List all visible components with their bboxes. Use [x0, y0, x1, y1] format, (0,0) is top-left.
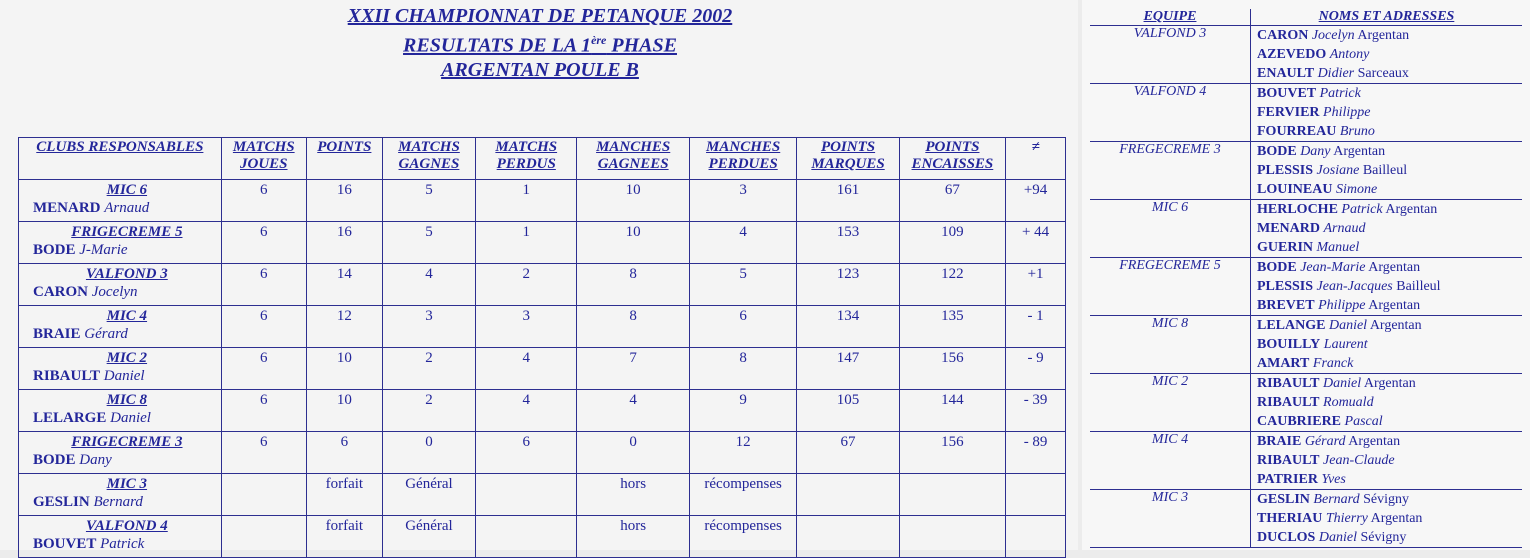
- member-first-name: Romuald: [1323, 395, 1374, 410]
- list-item: [1090, 142, 1522, 200]
- stat-cell: 10: [577, 222, 690, 264]
- stat-cell: 6: [221, 390, 306, 432]
- list-item: [1090, 316, 1522, 374]
- stat-cell: 2: [382, 390, 475, 432]
- results-header-row: [19, 138, 1066, 180]
- stat-cell: 123: [797, 264, 899, 306]
- stat-cell: forfait: [306, 516, 382, 558]
- responsable-last-name: BOUVET: [33, 536, 97, 552]
- list-item: [1090, 84, 1522, 142]
- stat-cell: 0: [382, 432, 475, 474]
- member-last-name: BODE: [1257, 144, 1297, 159]
- stat-cell: 156: [899, 432, 1005, 474]
- team-name: MIC 8: [1090, 316, 1251, 374]
- member-last-name: BOUILLY: [1257, 337, 1321, 352]
- club-name: MIC 6: [106, 182, 148, 198]
- responsable-last-name: BODE: [33, 242, 76, 258]
- member: [1257, 45, 1522, 64]
- member: [1257, 412, 1522, 431]
- stat-cell: 16: [306, 222, 382, 264]
- member-last-name: RIBAULT: [1257, 453, 1320, 468]
- title-line-2-text: RESULTATS DE LA 1: [403, 34, 592, 57]
- stat-cell: 4: [476, 390, 577, 432]
- header-matchs-joues: MATCHS JOUES: [221, 138, 306, 180]
- stat-cell: 3: [689, 180, 796, 222]
- member-first-name: Laurent: [1323, 337, 1368, 352]
- team-members: [1251, 142, 1523, 200]
- stat-cell: [1006, 516, 1066, 558]
- member-first-name: Manuel: [1316, 240, 1360, 255]
- club-cell: [19, 264, 222, 306]
- member: [1257, 103, 1522, 122]
- stat-cell: 122: [899, 264, 1005, 306]
- stat-cell: 2: [382, 348, 475, 390]
- member: [1257, 393, 1522, 412]
- member-last-name: AMART: [1257, 356, 1310, 371]
- stat-cell: 12: [306, 306, 382, 348]
- member-last-name: CARON: [1257, 28, 1309, 43]
- member: [1257, 84, 1522, 103]
- team-name: MIC 2: [1090, 374, 1251, 432]
- team-name: MIC 3: [1090, 490, 1251, 548]
- member: [1257, 122, 1522, 141]
- header-noms-adresses: NOMS ET ADRESSES: [1251, 9, 1523, 26]
- club-responsable: [33, 241, 221, 259]
- club-responsable: [33, 451, 221, 469]
- member-town: Bailleul: [1362, 163, 1408, 178]
- stat-cell: 134: [797, 306, 899, 348]
- member-town: Argentan: [1369, 318, 1422, 333]
- club-name: MIC 3: [106, 476, 148, 492]
- stat-cell: 3: [476, 306, 577, 348]
- table-row: [19, 390, 1066, 432]
- stat-cell: 156: [899, 348, 1005, 390]
- table-row: [19, 180, 1066, 222]
- header-points: POINTS: [306, 138, 382, 180]
- header-matchs-gagnes: MATCHS GAGNES: [382, 138, 475, 180]
- member: [1257, 200, 1522, 219]
- stat-cell: [476, 474, 577, 516]
- stat-cell: 12: [689, 432, 796, 474]
- club-name: FRIGECREME 5: [71, 224, 183, 240]
- member-first-name: Thierry: [1325, 511, 1368, 526]
- stat-cell: récompenses: [689, 474, 796, 516]
- responsable-first-name: Daniel: [110, 410, 151, 426]
- member-first-name: Pascal: [1344, 414, 1383, 429]
- list-item: [1090, 200, 1522, 258]
- stat-cell: [221, 474, 306, 516]
- stat-cell: 4: [577, 390, 690, 432]
- stat-cell: 5: [382, 180, 475, 222]
- club-responsable: [33, 283, 221, 301]
- club-responsable: [33, 535, 221, 553]
- team-name: VALFOND 3: [1090, 26, 1251, 84]
- document-title: [280, 4, 800, 82]
- stat-cell: 6: [689, 306, 796, 348]
- member-last-name: LELANGE: [1257, 318, 1326, 333]
- responsable-last-name: LELARGE: [33, 410, 107, 426]
- member: [1257, 335, 1522, 354]
- stat-cell: 14: [306, 264, 382, 306]
- header-manches-perdues: MANCHES PERDUES: [689, 138, 796, 180]
- header-difference: ≠: [1006, 138, 1066, 180]
- team-members: [1251, 490, 1523, 548]
- stat-cell: 105: [797, 390, 899, 432]
- member: [1257, 238, 1522, 257]
- club-cell: [19, 432, 222, 474]
- responsable-first-name: Arnaud: [104, 200, 150, 216]
- stat-cell: [797, 474, 899, 516]
- stat-cell: 4: [476, 348, 577, 390]
- responsable-last-name: BODE: [33, 452, 76, 468]
- stat-cell: 147: [797, 348, 899, 390]
- team-members: [1251, 374, 1523, 432]
- club-name: VALFOND 4: [85, 518, 168, 534]
- club-cell: [19, 222, 222, 264]
- table-row: [19, 474, 1066, 516]
- member: [1257, 180, 1522, 199]
- list-item: [1090, 26, 1522, 84]
- member-town: Sévigny: [1360, 530, 1407, 545]
- member-first-name: Patrick: [1319, 86, 1361, 101]
- member-first-name: Jean-Claude: [1323, 453, 1395, 468]
- club-cell: [19, 180, 222, 222]
- stat-cell: 8: [577, 306, 690, 348]
- team-members: [1251, 258, 1523, 316]
- stat-cell: 109: [899, 222, 1005, 264]
- member: [1257, 354, 1522, 373]
- member-last-name: HERLOCHE: [1257, 202, 1338, 217]
- stat-cell: [899, 516, 1005, 558]
- responsable-first-name: Patrick: [100, 536, 145, 552]
- member-last-name: PLESSIS: [1257, 279, 1314, 294]
- stat-cell: 1: [476, 222, 577, 264]
- table-row: [19, 264, 1066, 306]
- stat-cell: [899, 474, 1005, 516]
- club-name: MIC 8: [106, 392, 148, 408]
- member-last-name: GUERIN: [1257, 240, 1314, 255]
- stat-cell: 6: [221, 264, 306, 306]
- member-first-name: Bruno: [1339, 124, 1375, 139]
- member-town: Argentan: [1385, 202, 1438, 217]
- stat-cell: 0: [577, 432, 690, 474]
- member-first-name: Antony: [1329, 47, 1370, 62]
- team-members: [1251, 432, 1523, 490]
- member-town: Sarceaux: [1357, 66, 1409, 81]
- stat-cell: Général: [382, 516, 475, 558]
- member: [1257, 258, 1522, 277]
- stat-cell: 161: [797, 180, 899, 222]
- member-last-name: AZEVEDO: [1257, 47, 1327, 62]
- stat-cell: 16: [306, 180, 382, 222]
- title-line-2-suffix: PHASE: [606, 34, 677, 57]
- responsable-first-name: Gérard: [84, 326, 128, 342]
- club-cell: [19, 348, 222, 390]
- member: [1257, 490, 1522, 509]
- member-last-name: CAUBRIERE: [1257, 414, 1342, 429]
- stat-cell: 5: [689, 264, 796, 306]
- responsable-last-name: GESLIN: [33, 494, 90, 510]
- member-first-name: Bernard: [1313, 492, 1360, 507]
- member-first-name: Yves: [1321, 472, 1346, 487]
- teams-body: [1090, 26, 1522, 548]
- stat-cell: 5: [382, 222, 475, 264]
- team-name: FREGECREME 3: [1090, 142, 1251, 200]
- member-last-name: PLESSIS: [1257, 163, 1314, 178]
- member-last-name: BREVET: [1257, 298, 1315, 313]
- team-name: MIC 6: [1090, 200, 1251, 258]
- team-members: [1251, 316, 1523, 374]
- member-first-name: Jean-Jacques: [1316, 279, 1393, 294]
- member-first-name: Jean-Marie: [1300, 260, 1366, 275]
- stat-cell: +94: [1006, 180, 1066, 222]
- member: [1257, 509, 1522, 528]
- member: [1257, 26, 1522, 45]
- club-cell: [19, 306, 222, 348]
- stat-cell: 6: [221, 432, 306, 474]
- stat-cell: 8: [577, 264, 690, 306]
- header-points-marques: POINTS MARQUES: [797, 138, 899, 180]
- club-cell: [19, 516, 222, 558]
- club-responsable: [33, 199, 221, 217]
- club-responsable: [33, 367, 221, 385]
- table-row: [19, 348, 1066, 390]
- member-town: Sévigny: [1363, 492, 1409, 507]
- member: [1257, 64, 1522, 83]
- stat-cell: 6: [221, 180, 306, 222]
- list-item: [1090, 490, 1522, 548]
- team-name: VALFOND 4: [1090, 84, 1251, 142]
- stat-cell: 67: [899, 180, 1005, 222]
- club-cell: [19, 474, 222, 516]
- member-first-name: Simone: [1335, 182, 1378, 197]
- team-members: [1251, 200, 1523, 258]
- header-clubs: CLUBS RESPONSABLES: [19, 138, 222, 180]
- stat-cell: 1: [476, 180, 577, 222]
- responsable-first-name: J-Marie: [79, 242, 128, 258]
- stat-cell: 9: [689, 390, 796, 432]
- stat-cell: 67: [797, 432, 899, 474]
- title-line-2-sup: ère: [591, 33, 607, 47]
- stat-cell: 6: [221, 222, 306, 264]
- member-last-name: LOUINEAU: [1257, 182, 1333, 197]
- member: [1257, 528, 1522, 547]
- table-row: [19, 306, 1066, 348]
- member-first-name: Didier: [1317, 66, 1355, 81]
- responsable-last-name: BRAIE: [33, 326, 81, 342]
- club-name: MIC 4: [106, 308, 148, 324]
- member-first-name: Josiane: [1316, 163, 1360, 178]
- stat-cell: 7: [577, 348, 690, 390]
- member-first-name: Jocelyn: [1311, 28, 1355, 43]
- table-row: [19, 516, 1066, 558]
- title-line-1: XXII CHAMPIONNAT DE PETANQUE 2002: [347, 5, 733, 27]
- member-first-name: Philippe: [1323, 105, 1371, 120]
- club-responsable: [33, 409, 221, 427]
- club-responsable: [33, 325, 221, 343]
- club-name: MIC 2: [106, 350, 148, 366]
- team-name: MIC 4: [1090, 432, 1251, 490]
- list-item: [1090, 432, 1522, 490]
- stat-cell: 10: [577, 180, 690, 222]
- member-town: Argentan: [1370, 511, 1423, 526]
- member-first-name: Franck: [1312, 356, 1354, 371]
- member-last-name: RIBAULT: [1257, 395, 1320, 410]
- list-item: [1090, 258, 1522, 316]
- responsable-last-name: CARON: [33, 284, 88, 300]
- member-town: Argentan: [1333, 144, 1386, 159]
- stat-cell: 6: [306, 432, 382, 474]
- stat-cell: récompenses: [689, 516, 796, 558]
- member: [1257, 219, 1522, 238]
- stat-cell: 6: [221, 306, 306, 348]
- stat-cell: 10: [306, 348, 382, 390]
- team-members: [1251, 84, 1523, 142]
- table-row: [19, 432, 1066, 474]
- member-last-name: MENARD: [1257, 221, 1320, 236]
- member: [1257, 451, 1522, 470]
- member-last-name: GESLIN: [1257, 492, 1310, 507]
- stat-cell: Général: [382, 474, 475, 516]
- member: [1257, 161, 1522, 180]
- stat-cell: 6: [221, 348, 306, 390]
- member-first-name: Dany: [1300, 144, 1331, 159]
- member: [1257, 316, 1522, 335]
- stat-cell: +1: [1006, 264, 1066, 306]
- title-line-2: [280, 28, 800, 58]
- member: [1257, 432, 1522, 451]
- list-item: [1090, 374, 1522, 432]
- member-town: Argentan: [1357, 28, 1410, 43]
- responsable-first-name: Jocelyn: [91, 284, 138, 300]
- member: [1257, 277, 1522, 296]
- stat-cell: [476, 516, 577, 558]
- member: [1257, 142, 1522, 161]
- responsable-last-name: RIBAULT: [33, 368, 100, 384]
- stat-cell: [1006, 474, 1066, 516]
- table-row: [19, 222, 1066, 264]
- stat-cell: 6: [476, 432, 577, 474]
- member-last-name: BOUVET: [1257, 86, 1317, 101]
- stat-cell: - 39: [1006, 390, 1066, 432]
- stat-cell: forfait: [306, 474, 382, 516]
- stat-cell: - 9: [1006, 348, 1066, 390]
- team-members: [1251, 26, 1523, 84]
- member: [1257, 470, 1522, 489]
- member-last-name: BRAIE: [1257, 434, 1302, 449]
- member-first-name: Daniel: [1318, 530, 1357, 545]
- stat-cell: 3: [382, 306, 475, 348]
- stat-cell: 4: [689, 222, 796, 264]
- results-body: [19, 180, 1066, 558]
- header-points-encaisses: POINTS ENCAISSES: [899, 138, 1005, 180]
- responsable-last-name: MENARD: [33, 200, 101, 216]
- member: [1257, 374, 1522, 393]
- club-cell: [19, 390, 222, 432]
- stat-cell: 10: [306, 390, 382, 432]
- stat-cell: [221, 516, 306, 558]
- stat-cell: - 89: [1006, 432, 1066, 474]
- member-town: Argentan: [1368, 260, 1421, 275]
- teams-table: [1090, 9, 1522, 548]
- stat-cell: hors: [577, 516, 690, 558]
- member-last-name: FERVIER: [1257, 105, 1320, 120]
- member-first-name: Philippe: [1318, 298, 1366, 313]
- club-responsable: [33, 493, 221, 511]
- responsable-first-name: Dany: [79, 452, 112, 468]
- member-last-name: RIBAULT: [1257, 376, 1320, 391]
- stat-cell: - 1: [1006, 306, 1066, 348]
- header-equipe: EQUIPE: [1090, 9, 1251, 26]
- title-line-3: ARGENTAN POULE B: [441, 58, 639, 81]
- member-town: Argentan: [1368, 298, 1421, 313]
- member-town: Argentan: [1348, 434, 1401, 449]
- club-name: FRIGECREME 3: [71, 434, 183, 450]
- stat-cell: 8: [689, 348, 796, 390]
- stat-cell: hors: [577, 474, 690, 516]
- team-name: FREGECREME 5: [1090, 258, 1251, 316]
- header-manches-gagnees: MANCHES GAGNEES: [577, 138, 690, 180]
- stat-cell: 4: [382, 264, 475, 306]
- responsable-first-name: Daniel: [103, 368, 145, 384]
- member-first-name: Patrick: [1341, 202, 1383, 217]
- member-first-name: Arnaud: [1323, 221, 1366, 236]
- member-last-name: FOURREAU: [1257, 124, 1337, 139]
- member-first-name: Daniel: [1323, 376, 1362, 391]
- member-first-name: Daniel: [1328, 318, 1368, 333]
- member-last-name: THERIAU: [1257, 511, 1323, 526]
- member-town: Argentan: [1363, 376, 1416, 391]
- stat-cell: 153: [797, 222, 899, 264]
- member-last-name: ENAULT: [1257, 66, 1315, 81]
- member: [1257, 296, 1522, 315]
- responsable-first-name: Bernard: [93, 494, 143, 510]
- stat-cell: 135: [899, 306, 1005, 348]
- member-first-name: Gérard: [1304, 434, 1346, 449]
- stat-cell: + 44: [1006, 222, 1066, 264]
- teams-header-row: [1090, 9, 1522, 26]
- stat-cell: 144: [899, 390, 1005, 432]
- results-table: [18, 137, 1066, 558]
- club-name: VALFOND 3: [85, 266, 168, 282]
- member-last-name: PATRIER: [1257, 472, 1318, 487]
- member-last-name: DUCLOS: [1257, 530, 1316, 545]
- stat-cell: 2: [476, 264, 577, 306]
- member-town: Bailleul: [1396, 279, 1441, 294]
- stat-cell: [797, 516, 899, 558]
- member-last-name: BODE: [1257, 260, 1297, 275]
- header-matchs-perdus: MATCHS PERDUS: [476, 138, 577, 180]
